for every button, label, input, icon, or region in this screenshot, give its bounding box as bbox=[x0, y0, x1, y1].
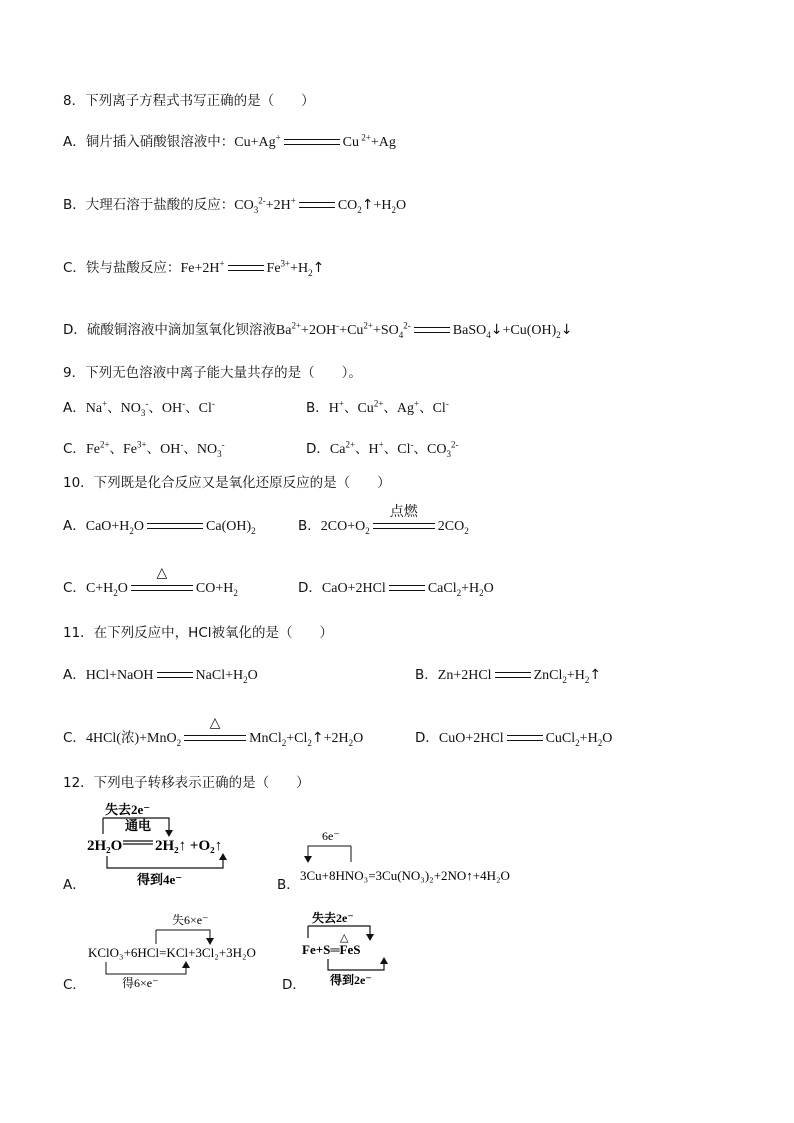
q11-option-d: D．CuO+2HCl $CuCl_2+H_2O$ bbox=[415, 730, 613, 748]
d-equation: Fe+S═FeS bbox=[302, 942, 361, 957]
q8-option-d: D．硫酸铜溶液中滴加氢氧化钡溶液$Ba^{2+}+2OH^-+Cu^{2+}+SO_4^{2-}$ $BaSO_4↓+Cu(OH)_2↓$ bbox=[63, 320, 573, 340]
q11-option-a: A．HCl+NaOH $NaCl+H_2O$ bbox=[63, 667, 258, 685]
c-equation: KClO₃+6HCl=KCl+3Cl₂+3H₂O bbox=[88, 945, 256, 960]
gain-label: 得到4e⁻ bbox=[137, 872, 183, 887]
q8-option-a: A．铜片插入硝酸银溶液中：Cu+Ag+ Cu $^{2+}$+Ag bbox=[63, 132, 396, 150]
q8-option-b: B．大理石溶于盐酸的反应：$CO_3^{2-}+2H^+$ $CO_2↑+H_2O$ bbox=[63, 195, 407, 215]
q8-stem: 8．下列离子方程式书写正确的是（ ） bbox=[63, 93, 315, 109]
heat-condition: △ bbox=[156, 565, 168, 581]
q12-option-a-label: A． bbox=[63, 877, 86, 893]
b-equation: 3Cu+8HNO₃=3Cu(NO₃)₂+2NO↑+4H₂O bbox=[300, 868, 510, 883]
q12-option-d-diagram bbox=[300, 908, 420, 990]
q10-option-c: C．$C+H_2O$ △ $CO+H_2$ bbox=[63, 565, 238, 598]
q10-option-a: A．$CaO+H_2O$ $Ca(OH)_2$ bbox=[63, 518, 256, 536]
q10-stem: 10．下列既是化合反应又是氧化还原反应的是（ ） bbox=[63, 475, 391, 491]
d-heat-condition: △ bbox=[340, 932, 349, 944]
q12-option-c-label: C． bbox=[63, 977, 86, 993]
q10-option-b: B．$2CO+O_2$ 点燃 $2CO_2$ bbox=[298, 503, 469, 536]
q12-option-b-diagram bbox=[296, 826, 526, 892]
q11-option-c: C．4HCl(浓)+MnO$_2$ △ $MnCl_2+Cl_2↑+2H_2O$ bbox=[63, 715, 364, 748]
d-lose-label: 失去2e⁻ bbox=[312, 911, 354, 925]
q12-option-b-label: B． bbox=[277, 877, 300, 893]
q12-option-d-label: D． bbox=[282, 977, 306, 993]
q9-option-d: D．$Ca^{2+}$、H+、Cl-、$CO_3^{2-}$ bbox=[306, 439, 459, 459]
lose-label: 失去2e⁻ bbox=[105, 802, 151, 817]
c-gain-label: 得6×e⁻ bbox=[122, 976, 159, 990]
d-gain-label: 得到2e⁻ bbox=[330, 973, 372, 987]
heat-condition: △ bbox=[209, 715, 221, 731]
q12-stem: 12．下列电子转移表示正确的是（ ） bbox=[63, 775, 310, 791]
q9-option-c: C．$Fe^{2+}$、$Fe^{3+}$、OH-、$NO_3^-$ bbox=[63, 439, 225, 459]
ignite-condition: 点燃 bbox=[389, 503, 418, 520]
q10-option-d: D．CaO+2HCl $CaCl_2+H_2O$ bbox=[298, 580, 494, 598]
q12-option-a-diagram bbox=[85, 800, 245, 890]
a-reactant: 2H₂O bbox=[87, 838, 123, 854]
q11-stem: 11．在下列反应中，HCl被氧化的是（ ） bbox=[63, 625, 334, 641]
q11-option-b: B．Zn+2HCl $ZnCl_2+H_2↑$ bbox=[415, 667, 602, 685]
q9-option-b: B．H+、$Cu^{2+}$、Ag+、Cl- bbox=[306, 398, 449, 416]
electron-label: 6e⁻ bbox=[322, 829, 340, 843]
electrolysis-condition: 通电 bbox=[125, 818, 152, 833]
q12-option-c-diagram bbox=[88, 910, 268, 990]
q9-stem: 9．下列无色溶液中离子能大量共存的是（ ）。 bbox=[63, 365, 362, 381]
c-lose-label: 失6×e⁻ bbox=[172, 913, 209, 927]
q8-option-c: C．铁与盐酸反应：Fe+2H+ $Fe^{3+}+H_2↑$ bbox=[63, 258, 325, 278]
a-products: 2H₂↑ +O₂↑ bbox=[155, 838, 223, 854]
q9-option-a: A．Na+、$NO_3^-$、OH-、Cl- bbox=[63, 398, 215, 418]
